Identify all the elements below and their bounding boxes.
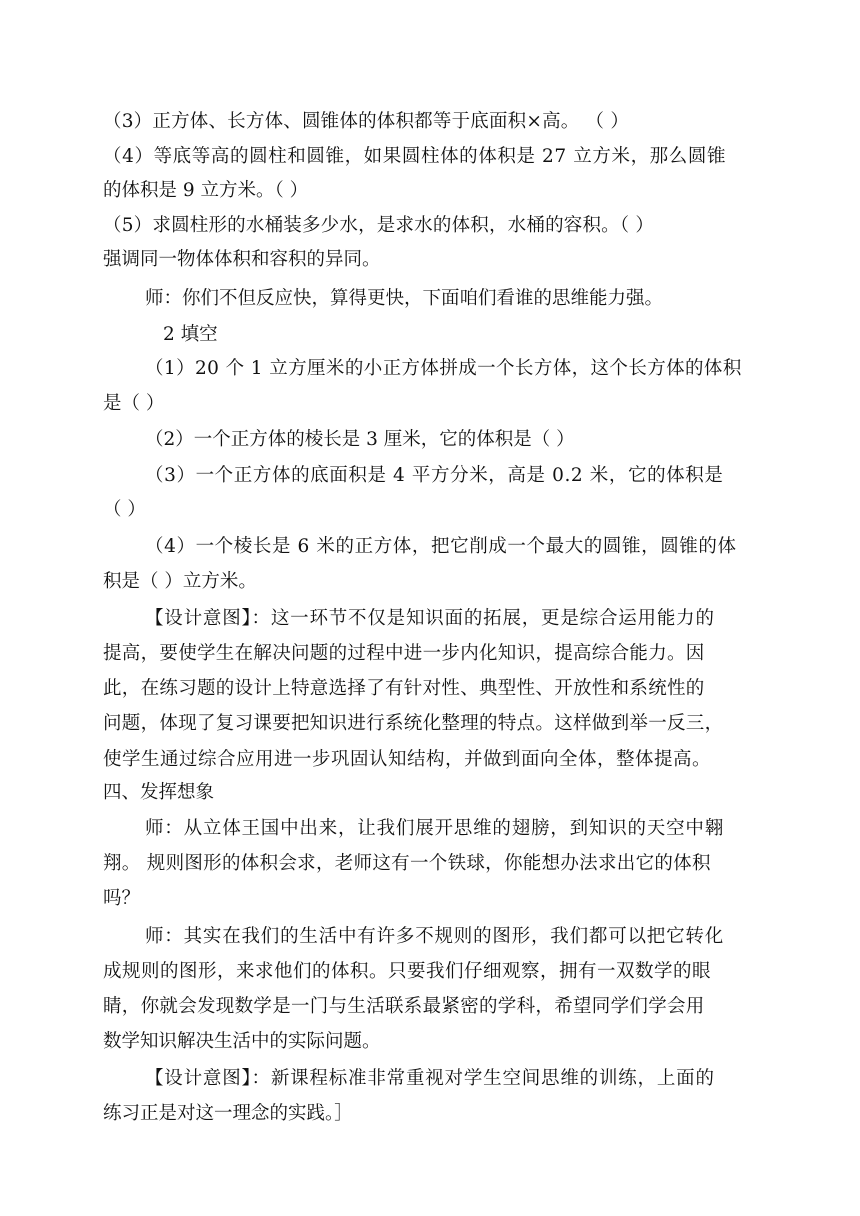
text-line-19: 使学生通过综合应用进一步巩固认知结构，并做到面向全体，整体提高。	[103, 749, 712, 770]
text-line-23: 吗？	[103, 888, 141, 909]
text-line-12: （ ）	[103, 499, 146, 520]
section-heading-fill-blank: 2 填空	[163, 324, 218, 345]
text-line-13: （4）一个棱长是 6 米的正方体，把它削成一个最大的圆锥，圆锥的体	[145, 536, 737, 557]
text-line-16: 提高，要使学生在解决问题的过程中进一步内化知识，提高综合能力。因	[103, 643, 705, 664]
text-line-2: （4）等底等高的圆柱和圆锥，如果圆柱体的体积是 27 立方米，那么圆锥	[103, 146, 727, 167]
text-line-9: 是（ ）	[103, 393, 165, 414]
text-line-14: 积是（ ）立方米。	[103, 571, 257, 592]
text-line-22: 翔。 规则图形的体积会求，老师这有一个铁球，你能想办法求出它的体积	[103, 853, 711, 874]
text-line-28: 【设计意图】：新课程标准非常重视对学生空间思维的训练，上面的	[145, 1068, 715, 1089]
text-line-10: （2）一个正方体的棱长是 3 厘米，它的体积是（ ）	[145, 429, 575, 450]
text-line-24: 师：其实在我们的生活中有许多不规则的图形，我们都可以把它转化	[145, 926, 725, 947]
text-line-26: 睛，你就会发现数学是一门与生活联系最紧密的学科，希望同学们学会用	[103, 996, 705, 1017]
text-line-25: 成规则的图形，来求他们的体积。只要我们仔细观察，拥有一双数学的眼	[103, 961, 712, 982]
text-line-8: （1）20 个 1 立方厘米的小正方体拼成一个长方体，这个长方体的体积	[145, 358, 742, 379]
text-line-1: （3）正方体、长方体、圆锥体的体积都等于底面积×高。 （ ）	[103, 111, 630, 132]
text-line-3: 的体积是 9 立方米。（ ）	[103, 180, 309, 201]
text-line-11: （3）一个正方体的底面积是 4 平方分米，高是 0.2 米，它的体积是	[145, 465, 724, 486]
text-line-17: 此，在练习题的设计上特意选择了有针对性、典型性、开放性和系统性的	[103, 678, 705, 699]
text-line-21: 师：从立体王国中出来，让我们展开思维的翅膀，到知识的天空中翱	[145, 818, 725, 839]
text-line-18: 问题，体现了复习课要把知识进行系统化整理的特点。这样做到举一反三，	[103, 713, 724, 734]
text-line-15: 【设计意图】：这一环节不仅是知识面的拓展，更是综合运用能力的	[145, 608, 715, 629]
text-line-4: （5）求圆柱形的水桶装多少水，是求水的体积，水桶的容积。（ ）	[103, 215, 655, 236]
text-line-5: 强调同一物体体积和容积的异同。	[103, 249, 381, 270]
section-heading-imagination: 四、发挥想象	[103, 782, 215, 803]
text-line-27: 数学知识解决生活中的实际问题。	[103, 1031, 381, 1052]
text-line-6: 师：你们不但反应快，算得更快，下面咱们看谁的思维能力强。	[145, 288, 664, 309]
text-line-29: 练习正是对这一理念的实践。］	[103, 1103, 353, 1124]
